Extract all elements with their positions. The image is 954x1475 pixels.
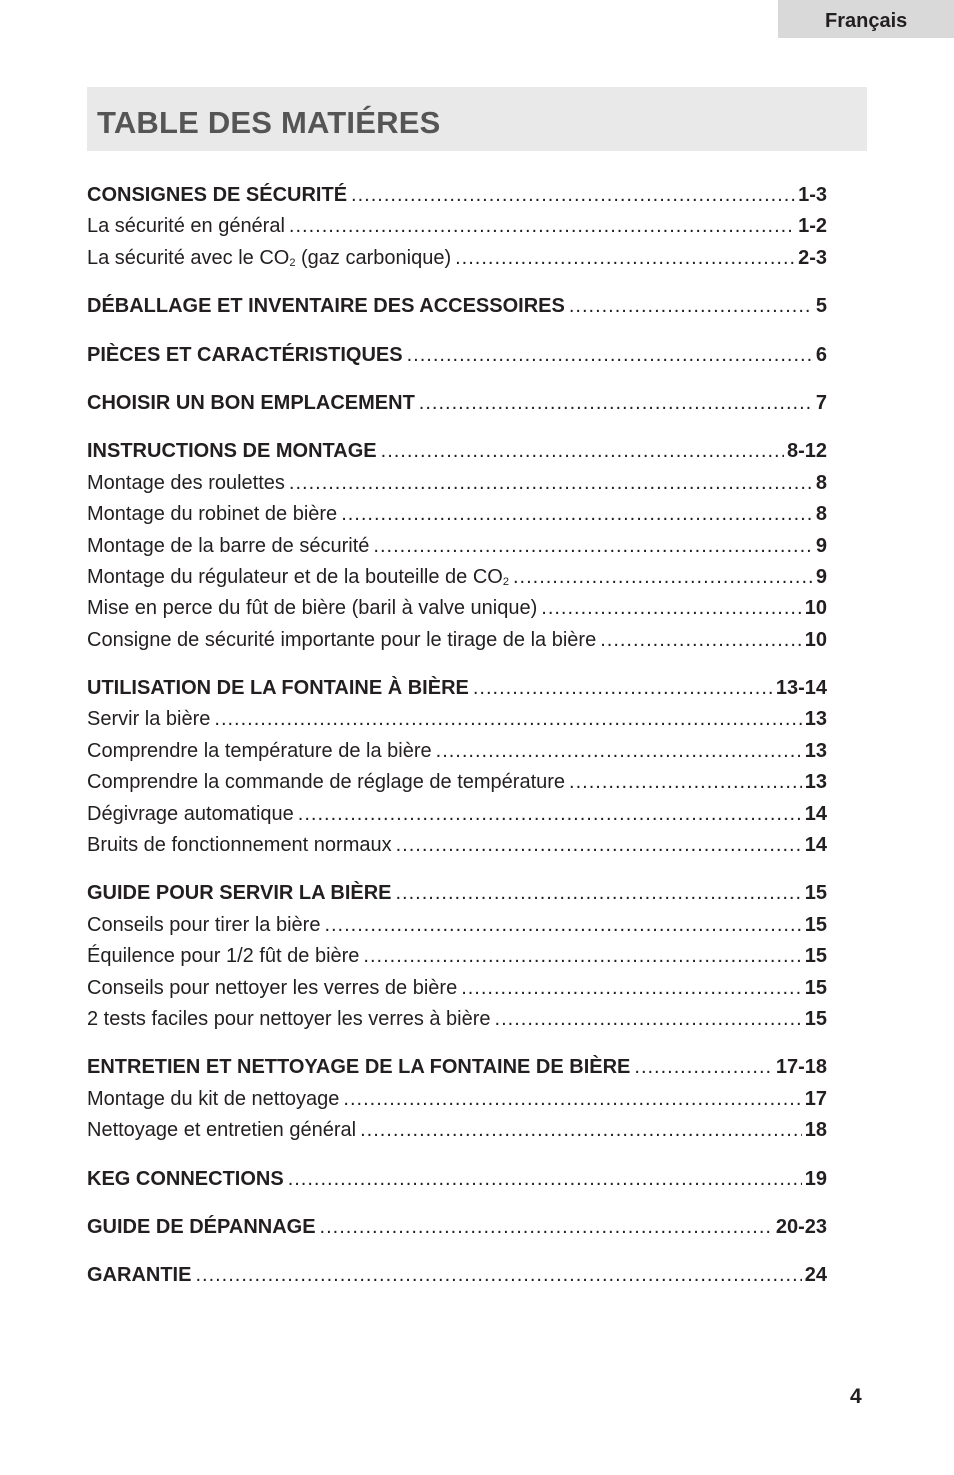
toc-page-number: 1-2: [798, 215, 827, 238]
toc-entry-row: [87, 566, 827, 597]
toc-page-number: 8-12: [786, 440, 827, 463]
toc-entry-text: Équilence pour 1/2 fût de bière: [87, 945, 360, 968]
dot-leader: [360, 1119, 802, 1142]
dot-leader: [298, 803, 802, 826]
toc-entry-text: Montage du kit de nettoyage: [87, 1087, 340, 1110]
toc-page-number: 6: [815, 343, 827, 366]
toc-entry-row: [87, 708, 827, 739]
toc-entry-label: [87, 945, 359, 968]
toc-entry-row: [87, 977, 827, 1008]
page-number: 4: [850, 1385, 862, 1408]
toc-page-number: 8: [815, 471, 827, 494]
toc-entry-text: Montage du régulateur et de la bouteille de CO: [87, 565, 503, 588]
toc-section-title: GARANTIE: [87, 1264, 192, 1287]
toc-entry-text: Nettoyage et entretien général: [87, 1119, 357, 1142]
dot-leader: [373, 535, 812, 558]
toc-entry-text: Dégivrage automatique: [87, 802, 294, 825]
toc-entry-text: La sécurité en général: [87, 215, 285, 238]
dot-leader: [341, 503, 813, 526]
toc-entry-label: [87, 629, 596, 652]
toc-entry-label: [87, 566, 509, 589]
toc-entry-text: Montage de la barre de sécurité: [87, 534, 370, 557]
toc-section-row: [87, 344, 827, 375]
toc-entry-row: [87, 1088, 827, 1119]
toc-entry-label: [87, 503, 337, 526]
toc-entry-label: [87, 1008, 491, 1031]
toc-section-title: ENTRETIEN ET NETTOYAGE DE LA FONTAINE DE BIÈRE: [87, 1056, 631, 1079]
toc-entry-row: [87, 914, 827, 945]
toc-entry-row: [87, 597, 827, 628]
dot-leader: [461, 977, 802, 1000]
toc-page-number: 15: [804, 882, 827, 905]
dot-leader: [473, 677, 773, 700]
toc-page-number: 20-23: [775, 1215, 827, 1238]
toc-entry-label: [87, 472, 285, 495]
dot-leader: [324, 914, 801, 937]
toc-page-number: 9: [815, 565, 827, 588]
subscript: 2: [502, 575, 509, 588]
dot-leader: [351, 184, 795, 207]
toc-page-number: 19: [804, 1167, 827, 1190]
toc-section-title: INSTRUCTIONS DE MONTAGE: [87, 440, 377, 463]
dot-leader: [419, 392, 813, 415]
toc-entry-label: [87, 914, 320, 937]
dot-leader: [436, 740, 802, 763]
subscript: 2: [289, 256, 296, 269]
toc-entry-label: [87, 740, 432, 763]
toc-entry-label: [87, 977, 457, 1000]
toc-page-number: 7: [815, 391, 827, 414]
dot-leader: [289, 215, 795, 238]
toc-entry-row: [87, 945, 827, 976]
dot-leader: [195, 1264, 801, 1287]
toc-entry-text: 2 tests faciles pour nettoyer les verres à bière: [87, 1007, 491, 1030]
toc-section-title: CHOISIR UN BON EMPLACEMENT: [87, 391, 415, 414]
toc-entry-row: [87, 771, 827, 802]
toc-entry-text-continued: (gaz carbonique): [295, 246, 452, 269]
toc-section-title: UTILISATION DE LA FONTAINE À BIÈRE: [87, 677, 469, 700]
dot-leader: [396, 834, 802, 857]
toc-page-number: 15: [804, 1007, 827, 1030]
toc-entry-label: [87, 803, 294, 826]
toc-page-number: 14: [804, 834, 827, 857]
toc-page-number: 18: [804, 1119, 827, 1142]
toc-section-row: [87, 392, 827, 423]
toc-entry-row: [87, 247, 827, 278]
dot-leader: [288, 1168, 802, 1191]
toc-entry-row: [87, 535, 827, 566]
dot-leader: [320, 1216, 773, 1239]
dot-leader: [455, 247, 795, 270]
toc-entry-row: [87, 1008, 827, 1039]
dot-leader: [407, 344, 813, 367]
toc-entry-row: [87, 740, 827, 771]
toc-page-number: 15: [804, 976, 827, 999]
toc-section-row: [87, 184, 827, 215]
toc-section-title: GUIDE DE DÉPANNAGE: [87, 1215, 316, 1238]
toc-entry-text: Mise en perce du fût de bière (baril à valve unique): [87, 597, 538, 620]
toc-entry-text: Bruits de fonctionnement normaux: [87, 834, 392, 857]
toc-page-number: 13: [804, 771, 827, 794]
toc-page-number: 5: [815, 295, 827, 318]
toc-section-row: [87, 1216, 827, 1247]
toc-entry-label: [87, 1119, 356, 1142]
dot-leader: [363, 945, 801, 968]
toc-entry-text: Montage des roulettes: [87, 471, 285, 494]
dot-leader: [634, 1056, 772, 1079]
toc-entry-text: Comprendre la commande de réglage de température: [87, 771, 566, 794]
toc-page-number: 13: [804, 708, 827, 731]
toc-entry-text: Consigne de sécurité importante pour le tirage de la bière: [87, 628, 597, 651]
table-of-contents: [87, 184, 827, 1296]
dot-leader: [569, 771, 802, 794]
toc-entry-row: [87, 1119, 827, 1150]
toc-entry-text: Montage du robinet de bière: [87, 503, 338, 526]
toc-section-title: CONSIGNES DE SÉCURITÉ: [87, 184, 348, 206]
dot-leader: [495, 1008, 802, 1031]
toc-page-number: 8: [815, 503, 827, 526]
toc-entry-label: [87, 771, 565, 794]
toc-page-number: 13: [804, 739, 827, 762]
toc-page-number: 24: [804, 1264, 827, 1287]
toc-page-number: 17: [804, 1087, 827, 1110]
toc-page-number: 9: [815, 534, 827, 557]
toc-entry-label: [87, 708, 210, 731]
toc-entry-row: [87, 503, 827, 534]
toc-page-number: 1-3: [798, 184, 827, 206]
toc-entry-label: [87, 834, 392, 857]
toc-section-row: [87, 440, 827, 471]
toc-section-title: KEG CONNECTIONS: [87, 1167, 284, 1190]
toc-entry-label: [87, 535, 369, 558]
toc-entry-row: [87, 629, 827, 660]
toc-entry-label: [87, 247, 451, 270]
toc-section-title: GUIDE POUR SERVIR LA BIÈRE: [87, 882, 392, 905]
toc-entry-text: La sécurité avec le CO: [87, 246, 290, 269]
toc-page-number: 10: [804, 597, 827, 620]
toc-section-title: PIÈCES ET CARACTÉRISTIQUES: [87, 343, 403, 366]
page-title: TABLE DES MATIÉRES: [87, 87, 867, 151]
toc-section-row: [87, 295, 827, 326]
toc-section-title: DÉBALLAGE ET INVENTAIRE DES ACCESSOIRES: [87, 295, 565, 318]
toc-section-row: [87, 1056, 827, 1087]
toc-entry-text: Comprendre la température de la bière: [87, 739, 432, 762]
toc-page-number: 13-14: [775, 677, 827, 700]
toc-section-row: [87, 677, 827, 708]
dot-leader: [396, 882, 802, 905]
toc-page-number: 15: [804, 945, 827, 968]
toc-entry-label: [87, 597, 537, 620]
toc-entry-row: [87, 215, 827, 246]
toc-section-row: [87, 882, 827, 913]
toc-entry-label: [87, 215, 285, 238]
dot-leader: [541, 597, 801, 620]
toc-entry-text: Servir la bière: [87, 708, 211, 731]
dot-leader: [569, 295, 813, 318]
toc-page-number: 15: [804, 913, 827, 936]
dot-leader: [513, 566, 813, 589]
toc-page-number: 10: [804, 628, 827, 651]
toc-entry-text: Conseils pour tirer la bière: [87, 913, 321, 936]
dot-leader: [381, 440, 784, 463]
toc-entry-row: [87, 803, 827, 834]
dot-leader: [343, 1088, 801, 1111]
dot-leader: [600, 629, 802, 652]
toc-entry-row: [87, 472, 827, 503]
toc-entry-row: [87, 834, 827, 865]
language-tab: Français: [778, 0, 954, 38]
toc-entry-text: Conseils pour nettoyer les verres de bière: [87, 976, 458, 999]
toc-section-row: [87, 1168, 827, 1199]
toc-page-number: 2-3: [798, 246, 827, 269]
toc-entry-label: [87, 1088, 339, 1111]
toc-page-number: 17-18: [775, 1056, 827, 1079]
dot-leader: [214, 708, 801, 731]
dot-leader: [289, 472, 813, 495]
toc-page-number: 14: [804, 802, 827, 825]
toc-section-row: [87, 1264, 827, 1295]
